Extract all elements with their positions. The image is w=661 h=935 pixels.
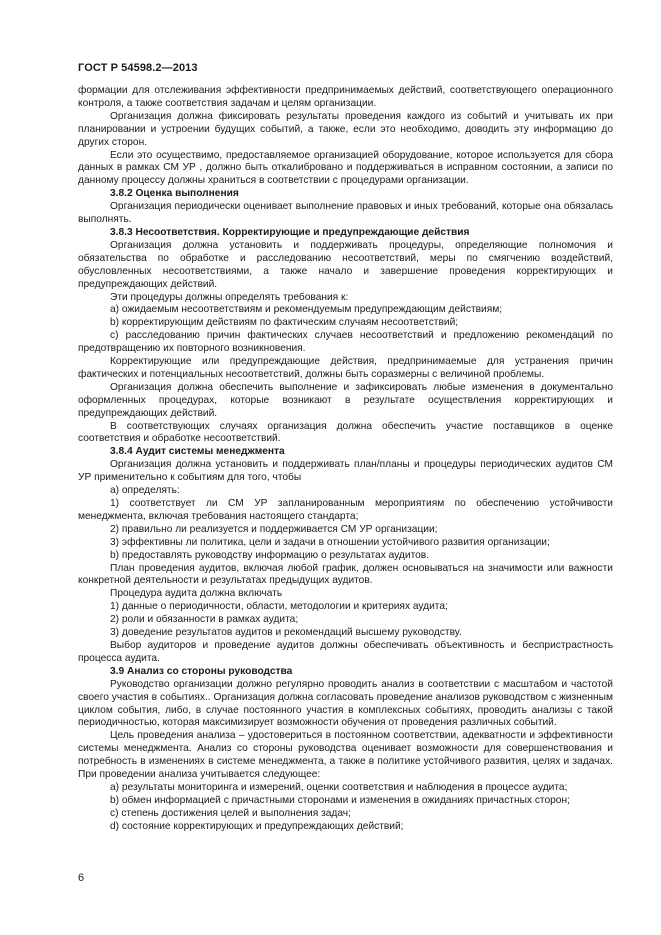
page-header: ГОСТ Р 54598.2—2013 [78,62,198,74]
paragraph: Цель проведения анализа – удостовериться в постоянном соответствии, адекватности и эффективности системы менеджмента. Анализ со стороны руководства оценивает возможности для совершенствования и потребность в изменениях в системе менеджмента, а также в политике устойчивого развития, целях и задачах. При проведении анализа учитывается следующее: [78,730,613,781]
paragraph: Выбор аудиторов и проведение аудитов должны обеспечивать объективность и беспристрастность процесса аудита. [78,639,613,664]
page-number: 6 [78,872,85,884]
paragraph: 2) роли и обязанности в рамках аудита; [110,614,299,626]
paragraph: В соответствующих случаях организация должна обеспечить участие поставщиков в оценке соответствия и обработке несоответствий. [78,420,613,445]
paragraph: а) результаты мониторинга и измерений, оценки соответствия и наблюдения в процессе аудита; [110,781,568,793]
paragraph: b) предоставлять руководству информацию о результатах аудитов. [110,549,430,561]
paragraph: Корректирующие или предупреждающие действия, предпринимаемые для устранения причин фактических и потенциальных несоответствий, должны быть соразмерны с величиной проблемы. [78,356,613,380]
paragraph: Организация должна фиксировать результаты проведения каждого из событий и учитывать их при планировании и устроении будущих событий, а также, если это необходимо, доводить эту информацию до других сторон. [78,110,613,148]
paragraph: Организация периодически оценивает выполнение правовых и иных требований, которые она обязалась выполнять. [78,201,613,226]
section-heading: 3.8.3 Несоответствия. Корректирующие и предупреждающие действия [110,226,470,238]
paragraph: Если это осуществимо, предоставляемое организацией оборудование, которое используется для сбора данных в рамках СМ УР , должно быть откалибровано и поддерживаться в исправном состоянии, а записи по данному процессу должны храниться в соответствии с процедурами организации. [78,149,613,187]
paragraph: b) корректирующим действиям по фактическим случаям несоответствий; [110,317,459,329]
document-body [78,85,613,834]
paragraph: Организация должна установить и поддерживать план/планы и процедуры периодических аудитов СМ УР применительно к событиям для того, чтобы [78,459,613,484]
section-heading: 3.9 Анализ со стороны руководства [110,665,293,677]
paragraph: а) ожидаемым несоответствиям и рекомендуемым предупреждающим действиям; [110,304,503,316]
paragraph: 1) данные о периодичности, области, методологии и критериях аудита; [110,601,448,613]
paragraph: 3) эффективны ли политика, цели и задачи в отношении устойчивого развития организации; [110,536,550,548]
paragraph: План проведения аудитов, включая любой график, должен основываться на значимости или важности конкретной деятельности и результатах предыдущих аудитов. [78,562,613,587]
section-heading: 3.8.2 Оценка выполнения [110,188,239,200]
section-heading: 3.8.4 Аудит системы менеджмента [110,446,285,458]
paragraph: с) расследованию причин фактических случаев несоответствий и предложению рекомендаций по предотвращению их повторного возникновения. [78,330,613,355]
paragraph: Руководство организации должно регулярно проводить анализ в соответствии с масштабом и частотой своего участия в событиях.. Организация должна согласовать проведение анализов руководством с жизненным циклом события, либо, в случае постоянного участия в комплексных событиях, проводить анализы с такой периодичностью, которая максимизирует возможности обучения от проведения различных событий. [78,678,613,729]
paragraph: а) определять: [110,485,180,497]
paragraph: Организация должна установить и поддерживать процедуры, определяющие полномочия и обязательства по обработке и расследованию несоответствий, меры по смягчению воздействий, обусловленных несоответствиями, а также начало и завершение проведения корректирующих и предупреждающих действий. [78,239,613,290]
paragraph: d) состояние корректирующих и предупреждающих действий; [110,820,404,832]
paragraph: Процедура аудита должна включать [110,588,283,600]
paragraph: формации для отслеживания эффективности предпринимаемых действий, соответствующего операционного контроля, а также соответствия задачам и целям организации. [78,85,613,109]
paragraph: Организация должна обеспечить выполнение и зафиксировать любые изменения в документально оформленных процедурах, которые возникают в результате осуществления корректирующих и предупреждающих действий. [78,381,613,419]
paragraph: b) обмен информацией с причастными сторонами и изменения в ожиданиях причастных сторон; [110,794,570,806]
paragraph: 3) доведение результатов аудитов и рекомендаций высшему руководству. [110,627,462,639]
paragraph: Эти процедуры должны определять требования к: [110,291,349,303]
paragraph: с) степень достижения целей и выполнения задач; [110,807,351,819]
paragraph: 2) правильно ли реализуется и поддерживается СМ УР организации; [110,523,438,535]
paragraph: 1) соответствует ли СМ УР запланированным мероприятиям по обеспечению устойчивости менеджмента, включая требования настоящего стандарта; [78,498,613,522]
